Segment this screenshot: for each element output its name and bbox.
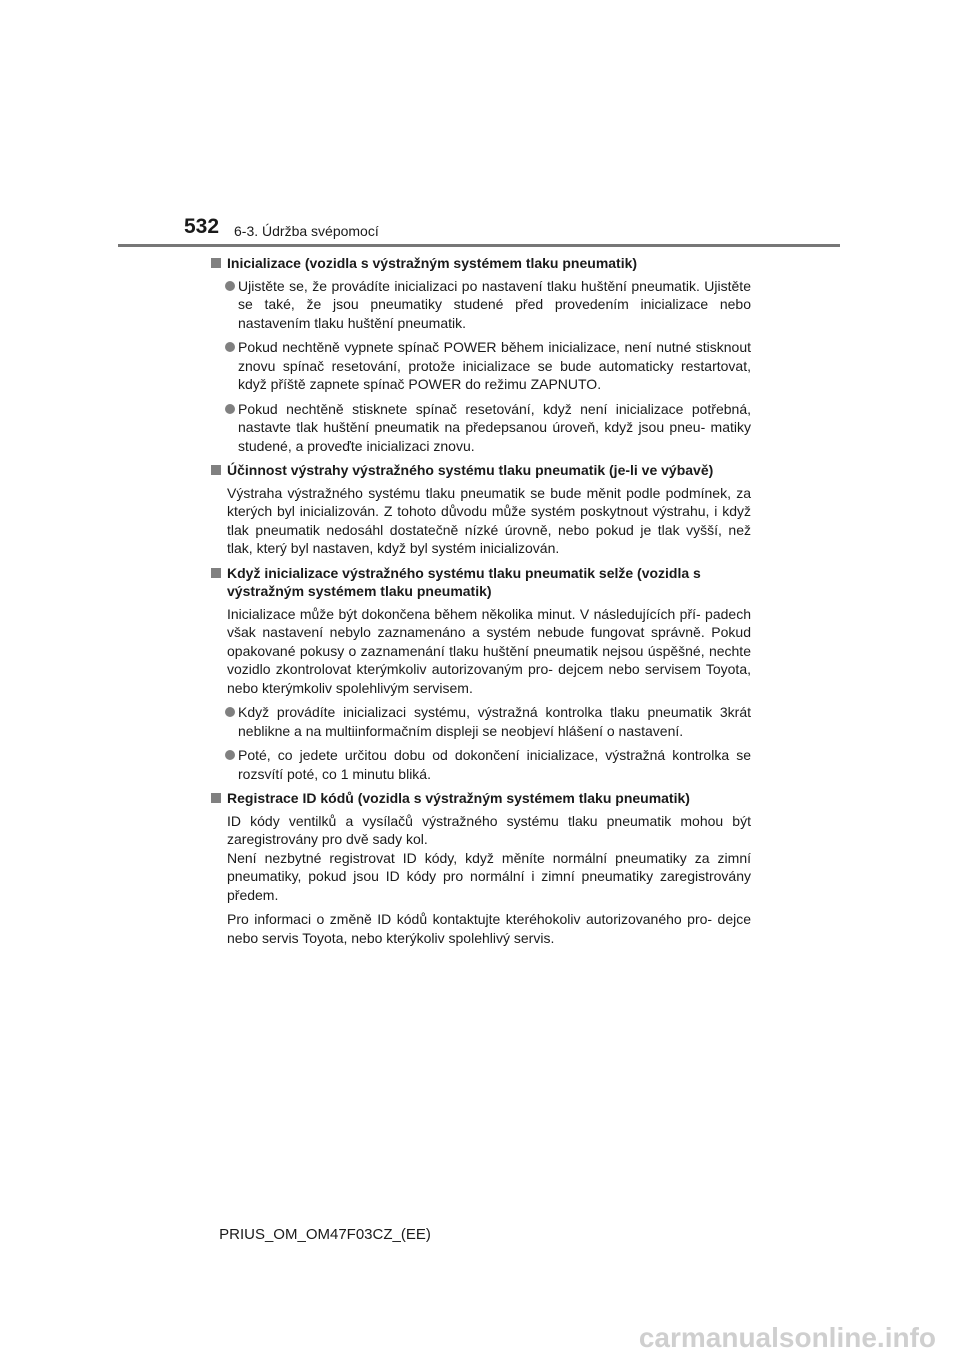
bullet-item xyxy=(211,746,751,783)
bullet-text: Poté, co jedete určitou dobu od dokončení inicializace, výstražná kontrolka se rozsvítí poté, co 1 minutu bliká. xyxy=(238,747,751,782)
circle-bullet-icon xyxy=(225,342,235,352)
circle-bullet-icon xyxy=(225,750,235,760)
bullet-item xyxy=(211,400,751,456)
section-heading-text: Registrace ID kódů (vozidla s výstražným systémem tlaku pneumatik) xyxy=(227,790,690,806)
circle-bullet-icon xyxy=(225,707,235,717)
section-id-registration xyxy=(211,789,751,947)
section-heading xyxy=(211,564,751,601)
square-bullet-icon xyxy=(211,465,221,475)
bullet-text: Ujistěte se, že provádíte inicializaci po nastavení tlaku huštění pneumatik. Ujistěte se také, že jsou pneumatiky studené před provedením inicializace nebo nastavením tlaku huštění pneumatik. xyxy=(238,277,751,331)
section-body-text: Inicializace může být dokončena během několika minut. V následujících pří- padech však nastavení nebylo zaznamenáno a systém nebude fungovat správně. Pokud opakované pokusy o zaznamenání tlaku huštění pneumatik nejsou úspěšné, nechte vozidlo zkontrolovat kterýmkoliv autorizovaným pro- dejcem nebo servisem Toyota, nebo kterýmkoliv spolehlivým servisem. xyxy=(227,605,751,696)
chapter-title: 6-3. Údržba svépomocí xyxy=(234,223,379,239)
section-heading-text: Když inicializace výstražného systému tlaku pneumatik selže (vozidla s výstražným systémem tlaku pneumatik) xyxy=(227,564,701,599)
footer-doc-code: PRIUS_OM_OM47F03CZ_(EE) xyxy=(219,1226,431,1243)
section-warning-effectiveness xyxy=(211,461,751,558)
square-bullet-icon xyxy=(211,258,221,268)
bullet-text: Když provádíte inicializaci systému, výstražná kontrolka tlaku pneumatik 3krát neblikne a na multiinformačním displeji se neobjeví hlášení o nastavení. xyxy=(238,704,751,739)
bullet-item xyxy=(211,703,751,740)
header-rule xyxy=(118,244,840,247)
section-body-text: Výstraha výstražného systému tlaku pneumatik se bude měnit podle podmínek, za kterých byl inicializován. Z tohoto důvodu může systém poskytnout výstrahu, i když tlak pneumatik nedosáhl dostatečně nízké úrovně, nebo pokud je tlak vyšší, než tlak, který byl nastaven, když byl systém inicializován. xyxy=(227,484,751,556)
square-bullet-icon xyxy=(211,793,221,803)
bullet-text: Pokud nechtěně vypnete spínač POWER během inicializace, není nutné stisknout znovu spínač resetování, protože inicializace se bude automaticky restartovat, když příště zapnete spínač POWER do režimu ZAPNUTO. xyxy=(238,339,751,392)
circle-bullet-icon xyxy=(225,281,235,291)
bullet-item xyxy=(211,277,751,333)
watermark: carmanualsonline.info xyxy=(638,1322,936,1353)
circle-bullet-icon xyxy=(225,404,235,414)
section-body-text: Není nezbytné registrovat ID kódy, když měníte normální pneumatiky za zimní pneumatiky, pokud jsou ID kódy pro normální i zimní pneumatiky zaregistrovány předem. xyxy=(227,849,751,903)
section-heading xyxy=(211,254,751,273)
section-heading-text: Účinnost výstrahy výstražného systému tlaku pneumatik (je-li ve výbavě) xyxy=(227,462,714,478)
bullet-text: Pokud nechtěně stisknete spínač resetování, když není inicializace potřebná, nastavte tlak huštění pneumatik na předepsanou úroveň, když jsou pneu- matiky studené, a proveďte inicializaci znovu. xyxy=(238,400,751,454)
page-content xyxy=(211,254,751,953)
page-number: 532 xyxy=(184,215,220,238)
section-body-text: Pro informaci o změně ID kódů kontaktujte kteréhokoliv autorizovaného pro- dejce nebo servis Toyota, nebo kterýkoliv spolehlivý servis. xyxy=(227,911,751,946)
section-body-text: ID kódy ventilků a vysílačů výstražného systému tlaku pneumatik mohou být zaregistrovány pro dvě sady kol. xyxy=(227,812,751,847)
section-initialization xyxy=(211,254,751,455)
section-heading-text: Inicializace (vozidla s výstražným systémem tlaku pneumatik) xyxy=(227,255,638,271)
section-initialization-failure xyxy=(211,564,751,784)
square-bullet-icon xyxy=(211,568,221,578)
bullet-item xyxy=(211,338,751,394)
section-heading xyxy=(211,789,751,808)
section-heading xyxy=(211,461,751,480)
